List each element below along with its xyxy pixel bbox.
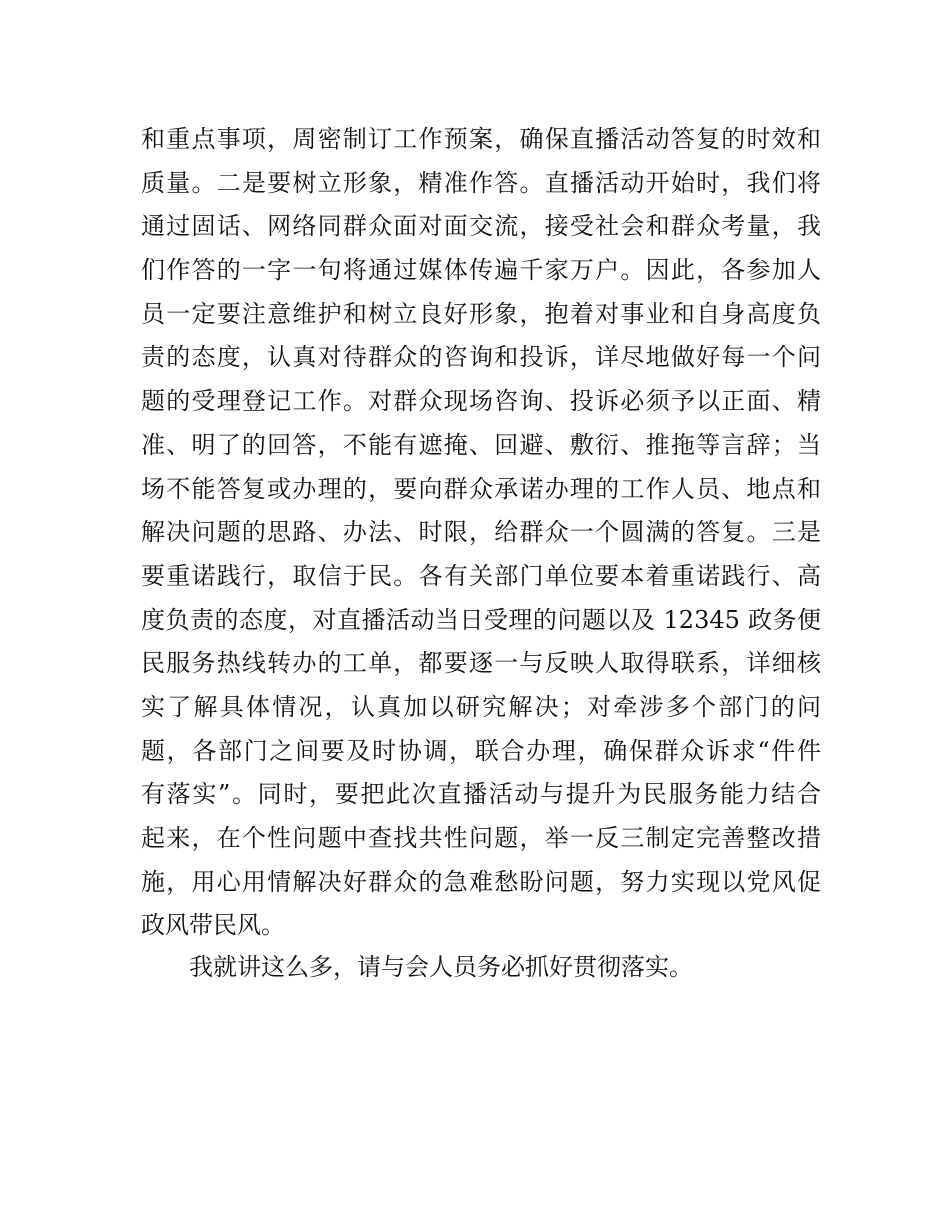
paragraph-line: 责的态度，认真对待群众的咨询和投诉，详尽地做好每一个问 <box>141 343 821 372</box>
paragraph-line: 场不能答复或办理的，要向群众承诺办理的工作人员、地点和 <box>141 474 821 503</box>
paragraph-line: 度负责的态度，对直播活动当日受理的问题以及 12345 政务便 <box>141 605 821 634</box>
paragraph-line: 题，各部门之间要及时协调，联合办理，确保群众诉求“件件 <box>141 736 821 765</box>
body-paragraph <box>141 118 821 948</box>
paragraph-line: 们作答的一字一句将通过媒体传遍千家万户。因此，各参加人 <box>141 256 821 285</box>
paragraph-line: 题的受理登记工作。对群众现场咨询、投诉必须予以正面、精 <box>141 387 821 416</box>
paragraph-line: 准、明了的回答，不能有遮掩、回避、敷衍、推拖等言辞；当 <box>141 430 821 459</box>
paragraph-last-line: 政风带民风。 <box>141 911 285 940</box>
paragraph-line: 施，用心用情解决好群众的急难愁盼问题，努力实现以党风促 <box>141 867 821 896</box>
paragraph-line: 员一定要注意维护和树立良好形象，抱着对事业和自身高度负 <box>141 299 821 328</box>
closing-paragraph: 我就讲这么多，请与会人员务必抓好贯彻落实。 <box>189 953 693 981</box>
paragraph-line: 要重诺践行，取信于民。各有关部门单位要本着重诺践行、高 <box>141 561 821 590</box>
paragraph-line: 起来，在个性问题中查找共性问题，举一反三制定完善整改措 <box>141 824 821 852</box>
paragraph-line: 实了解具体情况，认真加以研究解决；对牵涉多个部门的问 <box>141 692 821 721</box>
paragraph-line: 通过固话、网络同群众面对面交流，接受社会和群众考量，我 <box>141 212 821 241</box>
paragraph-line: 和重点事项，周密制订工作预案，确保直播活动答复的时效和 <box>141 125 821 153</box>
paragraph-line: 质量。二是要树立形象，精准作答。直播活动开始时，我们将 <box>141 168 821 197</box>
paragraph-line: 有落实”。同时，要把此次直播活动与提升为民服务能力结合 <box>141 780 821 809</box>
paragraph-line: 解决问题的思路、办法、时限，给群众一个圆满的答复。三是 <box>141 518 821 547</box>
paragraph-line: 民服务热线转办的工单，都要逐一与反映人取得联系，详细核 <box>141 649 821 678</box>
